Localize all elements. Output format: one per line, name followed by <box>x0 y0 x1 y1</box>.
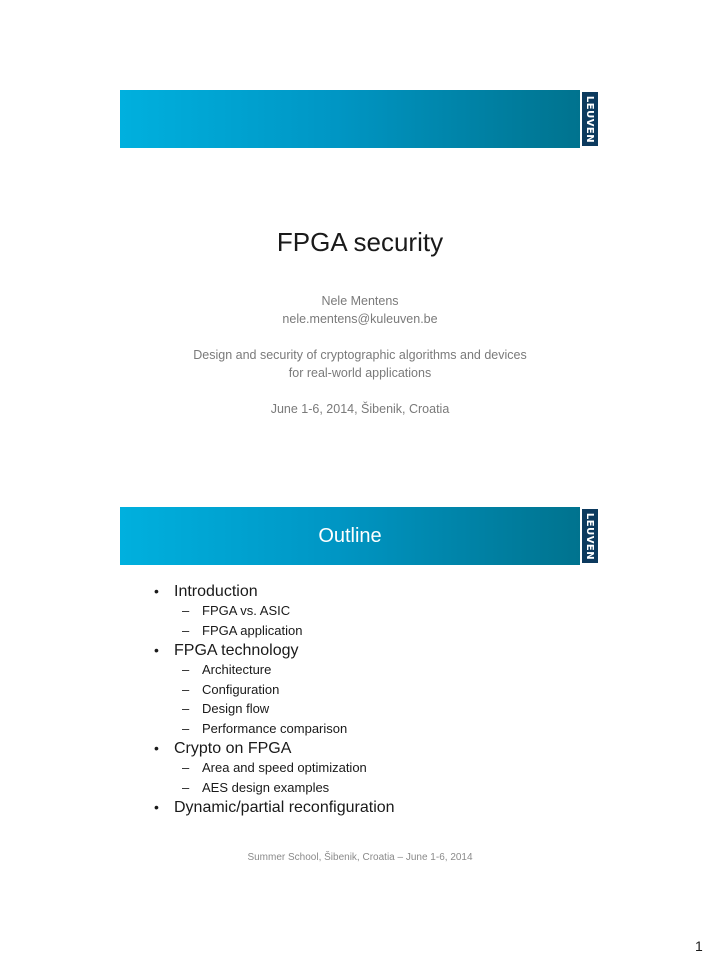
outline-subitem-label: FPGA application <box>202 622 303 638</box>
outline-subitem-label: Configuration <box>202 681 280 697</box>
bullet-icon: • <box>154 740 159 756</box>
outline-subitem <box>154 721 395 741</box>
outline-subitem-label: Architecture <box>202 662 272 677</box>
slide-footer: Summer School, Šibenik, Croatia – June 1-6, 2014 <box>247 852 473 863</box>
outline-slide <box>120 507 600 867</box>
date-location: June 1-6, 2014, Šibenik, Croatia <box>270 402 450 416</box>
page-number: 1 <box>695 938 703 954</box>
outline-item <box>154 740 395 760</box>
outline-subitem <box>154 603 395 623</box>
outline-item-label: FPGA technology <box>174 642 299 659</box>
title-slide <box>120 90 600 450</box>
slide-banner <box>120 90 600 148</box>
dash-icon: – <box>182 662 190 677</box>
outline-subitem-label: Performance comparison <box>202 720 348 736</box>
ku-leuven-logo <box>580 507 600 565</box>
slide-title: FPGA security <box>276 227 444 257</box>
bullet-icon: • <box>154 642 159 658</box>
outline-subitem-label: Design flow <box>202 701 270 716</box>
outline-subitem <box>154 701 395 721</box>
dash-icon: – <box>182 603 190 618</box>
logo-text: LEUVEN <box>584 512 596 560</box>
outline-item-label: Introduction <box>174 583 258 600</box>
bullet-icon: • <box>154 799 159 815</box>
slide-banner <box>120 507 600 565</box>
course-title-line1: Design and security of cryptographic algorithms and devices <box>193 348 527 362</box>
outline-subitem-label: Area and speed optimization <box>202 760 367 775</box>
outline-item <box>154 642 395 662</box>
outline-subitem-label: FPGA vs. ASIC <box>202 603 291 618</box>
outline-item <box>154 583 395 603</box>
outline-list <box>154 583 395 819</box>
outline-subitem <box>154 682 395 702</box>
bullet-icon: • <box>154 583 159 599</box>
author-email: nele.mentens@kuleuven.be <box>282 312 438 326</box>
dash-icon: – <box>182 681 190 697</box>
dash-icon: – <box>182 701 190 716</box>
outline-item <box>154 799 395 819</box>
dash-icon: – <box>182 622 190 638</box>
dash-icon: – <box>182 779 190 795</box>
outline-item-label: Crypto on FPGA <box>174 740 292 757</box>
outline-subitem <box>154 662 395 682</box>
dash-icon: – <box>182 720 190 736</box>
outline-subitem-label: AES design examples <box>202 779 330 795</box>
logo-text: LEUVEN <box>584 95 596 143</box>
outline-subitem <box>154 760 395 780</box>
outline-subitem <box>154 780 395 800</box>
outline-item-label: Dynamic/partial reconfiguration <box>174 799 395 816</box>
author-name: Nele Mentens <box>321 294 399 308</box>
course-title-line2: for real-world applications <box>288 366 432 380</box>
dash-icon: – <box>182 760 190 775</box>
ku-leuven-logo <box>580 90 600 148</box>
outline-subitem <box>154 623 395 643</box>
slide-title: Outline <box>318 525 382 547</box>
